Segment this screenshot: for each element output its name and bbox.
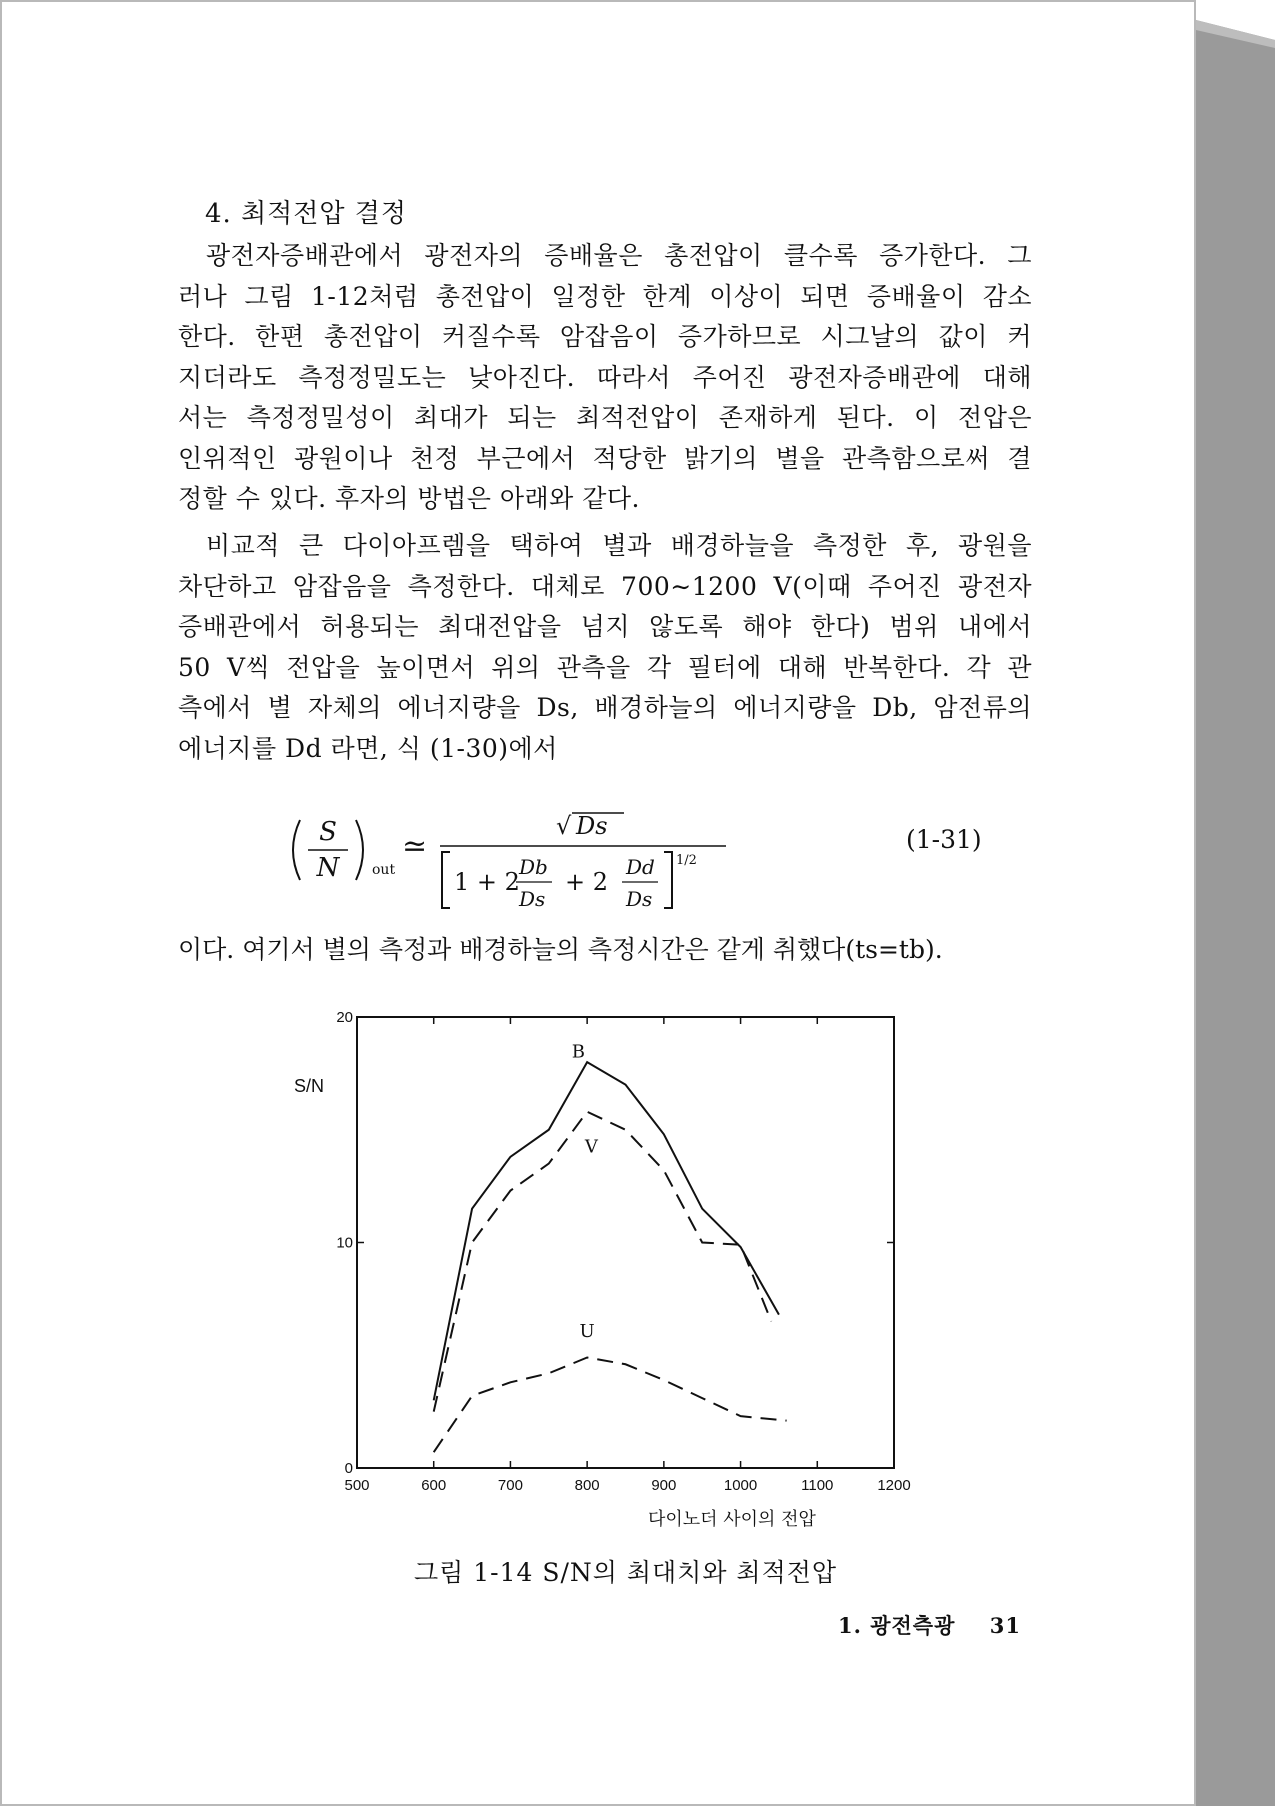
axis-ticks [336, 1009, 910, 1494]
y-tick-label: 20 [336, 1009, 353, 1026]
y-axis-label: S/N [294, 1076, 325, 1096]
y-tick-label: 0 [344, 1460, 353, 1477]
paragraph-2 [178, 526, 1032, 769]
x-tick-label: 1200 [877, 1477, 911, 1494]
paragraph-line: 인위적인 광원이나 천정 부근에서 적당한 밝기의 별을 관측함으로써 결 [178, 443, 1032, 473]
formula-Ds-1: Ds [519, 887, 546, 911]
page-footer [838, 1610, 1021, 1640]
formula-Ds-2: Ds [626, 887, 653, 911]
formula-Db: Db [519, 855, 548, 879]
paragraph-line: 비교적 큰 다이아프렘을 택하여 별과 배경하늘을 측정한 후, 광원을 [206, 531, 1032, 560]
paragraph-line: 증배관에서 허용되는 최대전압을 넘지 않도록 해야 한다) 범위 내에서 [178, 612, 1032, 641]
series-label-V: V [584, 1136, 598, 1158]
paragraph-1 [178, 236, 1032, 520]
series-line-B [434, 1062, 779, 1400]
x-tick-label: 1100 [801, 1477, 834, 1494]
paragraph-line: 에너지를 Dd 라면, 식 (1-30)에서 [178, 733, 558, 763]
paragraph-line: 지더라도 측정정밀도는 낮아진다. 따라서 주어진 광전자증배관에 대해 [178, 362, 1032, 392]
formula-approx: ≃ [402, 829, 428, 864]
formula-half: 1/2 [676, 853, 697, 868]
paragraph-line: 러나 그림 1-12처럼 총전압이 일정한 한계 이상이 되면 증배율이 감소 [178, 281, 1032, 311]
formula-sqrt: √ [556, 812, 572, 840]
x-tick-label: 800 [574, 1477, 600, 1494]
formula-1-31 [280, 800, 1000, 920]
page-side-edge [1196, 0, 1275, 1806]
figure-caption: 그림 1-14 S/N의 최대치와 최적전압 [414, 1558, 838, 1587]
formula-N: N [316, 853, 340, 883]
paragraph-line: 정할 수 있다. 후자의 방법은 아래와 같다. [178, 484, 640, 513]
formula-one-plus: 1 + 2 [454, 868, 520, 896]
x-tick-label: 1000 [723, 1477, 758, 1494]
x-tick-label: 600 [421, 1477, 447, 1494]
x-tick-label: 700 [497, 1477, 523, 1494]
series-labels [572, 1042, 599, 1343]
series-lines [434, 1062, 787, 1452]
post-formula-text: 이다. 여기서 별의 측정과 배경하늘의 측정시간은 같게 취했다(ts=tb). [178, 935, 943, 964]
formula-plus2: + 2 [565, 868, 609, 896]
series-line-V [434, 1112, 772, 1412]
formula-Dd: Dd [626, 855, 655, 879]
formula-num-Ds: Ds [576, 812, 608, 840]
section-heading: 4. 최적전압 결정 [205, 199, 408, 229]
x-tick-label: 900 [651, 1477, 677, 1494]
paragraph-line: 서는 측정정밀성이 최대가 되는 최적전압이 존재하게 된다. 이 전압은 [178, 403, 1032, 432]
series-line-U [434, 1358, 787, 1453]
paragraph-line: 광전자증배관에서 광전자의 증배율은 총전압이 클수록 증가한다. 그 [206, 241, 1032, 270]
formula-out: out [372, 862, 396, 878]
y-tick-label: 10 [336, 1234, 353, 1252]
footer-chapter: 1. 광전측광 [838, 1613, 956, 1638]
sn-voltage-chart [280, 1000, 960, 1520]
paragraph-line: 한다. 한편 총전압이 커질수록 암잡음이 증가하므로 시그날의 값이 커 [178, 322, 1032, 351]
equation-number: (1-31) [906, 825, 982, 854]
series-label-U: U [579, 1321, 595, 1343]
paragraph-line: 차단하고 암잡음을 측정한다. 대체로 700∼1200 V(이때 주어진 광전자 [178, 571, 1032, 601]
x-tick-label: 500 [344, 1477, 370, 1494]
paragraph-line: 50 V씩 전압을 높이면서 위의 관측을 각 필터에 대해 반복한다. 각 관 [178, 652, 1032, 682]
x-axis-title: 다이노더 사이의 전압 [648, 1509, 816, 1530]
series-label-B: B [571, 1041, 586, 1063]
formula-S: S [319, 817, 337, 847]
paragraph-line: 측에서 별 자체의 에너지량을 Ds, 배경하늘의 에너지량을 Db, 암전류의 [178, 693, 1032, 722]
page-number: 31 [989, 1613, 1021, 1638]
